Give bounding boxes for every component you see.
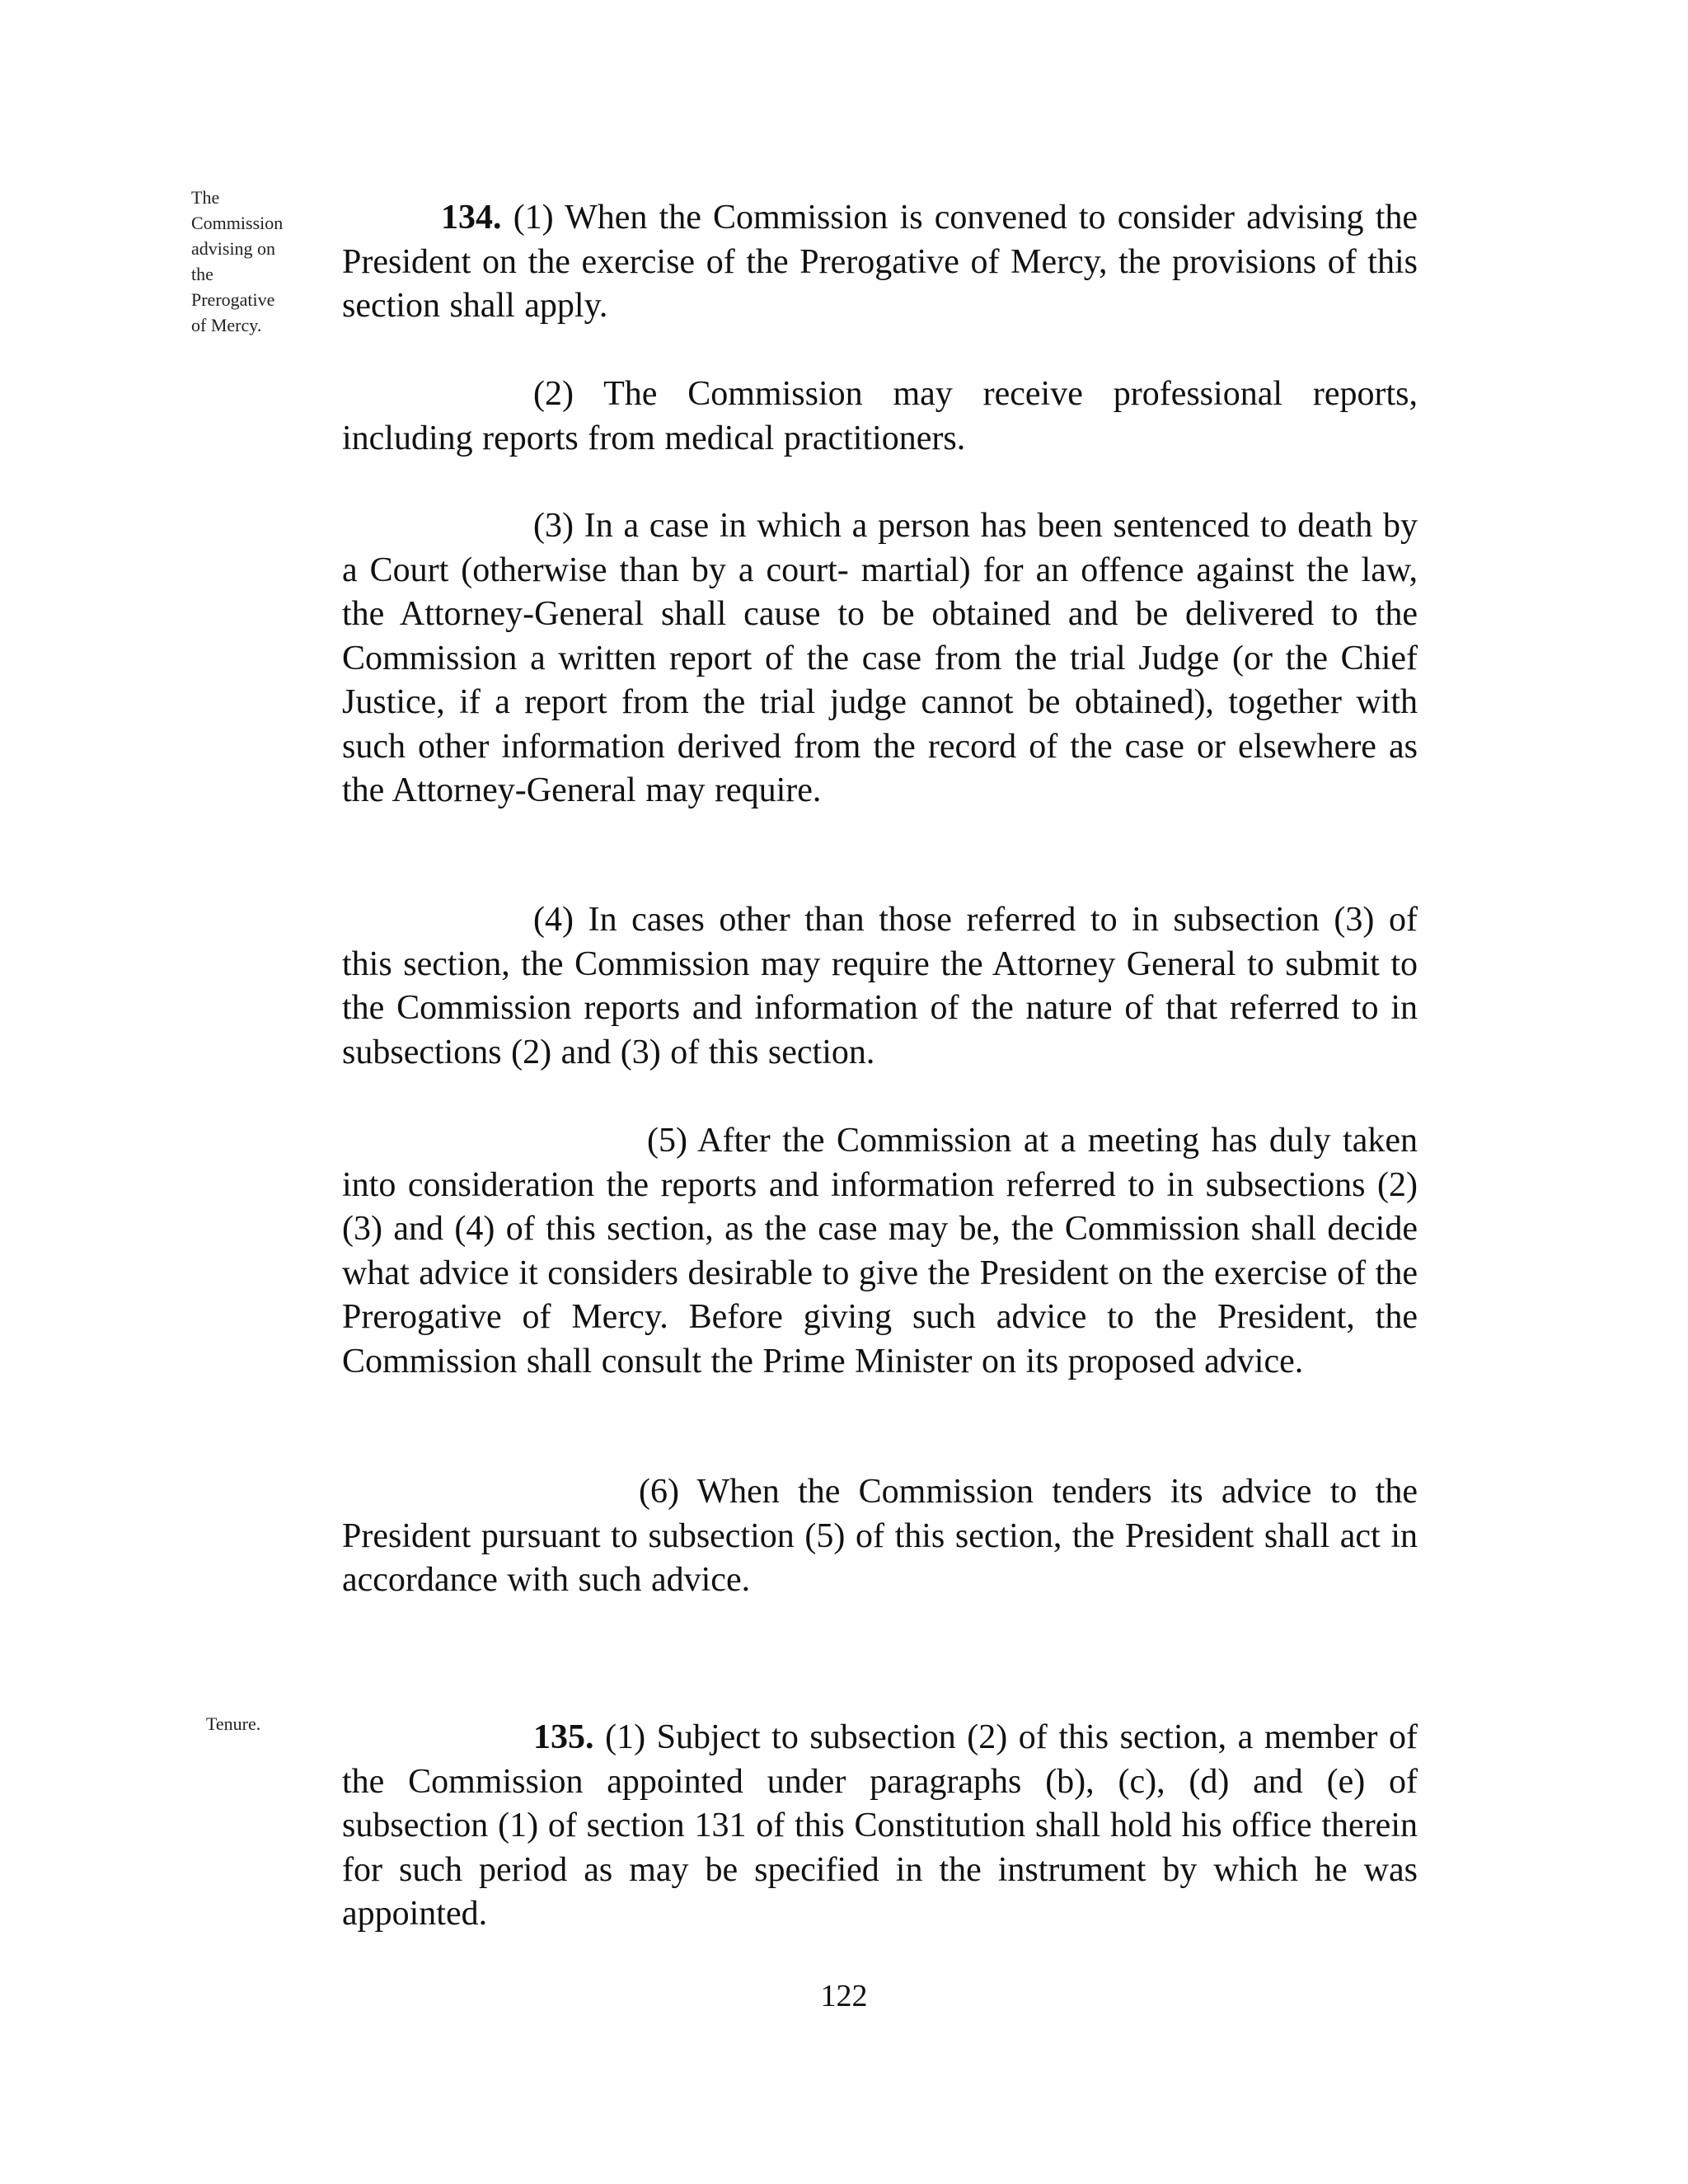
margin-note-line: The	[191, 187, 220, 208]
section-135-subsection-1-text: (1) Subject to subsection (2) of this section, a member of the Commission appointed under paragraphs (b), (c), (d) and (e) of subsection (1) of section 131 of this Constitution shall hold his office therein for such period as may be specified in the instrument by which he was appointed.	[342, 1718, 1418, 1933]
margin-note-line: of Mercy.	[191, 315, 262, 335]
section-134-subsection-2-text: (2) The Commission may receive professional reports, including reports from medical practitioners.	[342, 375, 1418, 457]
section-134-subsection-6	[342, 1470, 1418, 1603]
section-134-subsection-5	[342, 1119, 1418, 1384]
section-134-subsection-2	[342, 373, 1418, 461]
section-134-subsection-3	[342, 504, 1418, 813]
margin-note-section-134	[191, 185, 315, 338]
section-135-number: 135.	[533, 1718, 594, 1756]
margin-note-line: Prerogative	[191, 289, 275, 310]
section-134-subsection-3-text: (3) In a case in which a person has been sentenced to death by a Court (otherwise than by a court- martial) for an offence against the law, the Attorney-General shall cause to be obtained and be delivered to the Commission a written report of the case from the trial Judge (or the Chief Justice, if a report from the trial judge cannot be obtained), together with such other information derived from the record of the case or elsewhere as the Attorney-General may require.	[342, 507, 1418, 809]
section-134-subsection-4-text: (4) In cases other than those referred to in subsection (3) of this section, the Commission may require the Attorney General to submit to the Commission reports and information of the nature of that referred to in subsections (2) and (3) of this section.	[342, 901, 1418, 1071]
margin-note-section-135	[206, 1711, 330, 1736]
section-134-subsection-4	[342, 898, 1418, 1075]
section-134-subsection-5-text: (5) After the Commission at a meeting has duly taken into consideration the reports and information referred to in subsections (2) (3) and (4) of this section, as the case may be, the Commission shall decide what advice it considers desirable to give the President on the exercise of the Prerogative of Mercy. Before giving such advice to the President, the Commission shall consult the Prime Minister on its proposed advice.	[342, 1122, 1418, 1380]
section-134-subsection-1	[342, 196, 1418, 329]
margin-note-line: Commission	[191, 213, 284, 233]
margin-note-line: advising on	[191, 238, 276, 259]
page-number: 122	[820, 1979, 868, 2013]
margin-note-line: the	[191, 264, 213, 284]
section-135-subsection-1	[342, 1716, 1418, 1937]
section-134-subsection-1-text: (1) When the Commission is convened to consider advising the President on the exercise of the Prerogative of Mercy, the provisions of this section shall apply.	[342, 199, 1418, 325]
section-134-number: 134.	[441, 199, 502, 237]
section-134-subsection-6-text: (6) When the Commission tenders its advice to the President pursuant to subsection (5) of this section, the President shall act in accordance with such advice.	[342, 1473, 1418, 1599]
margin-note-line: Tenure.	[206, 1713, 261, 1734]
